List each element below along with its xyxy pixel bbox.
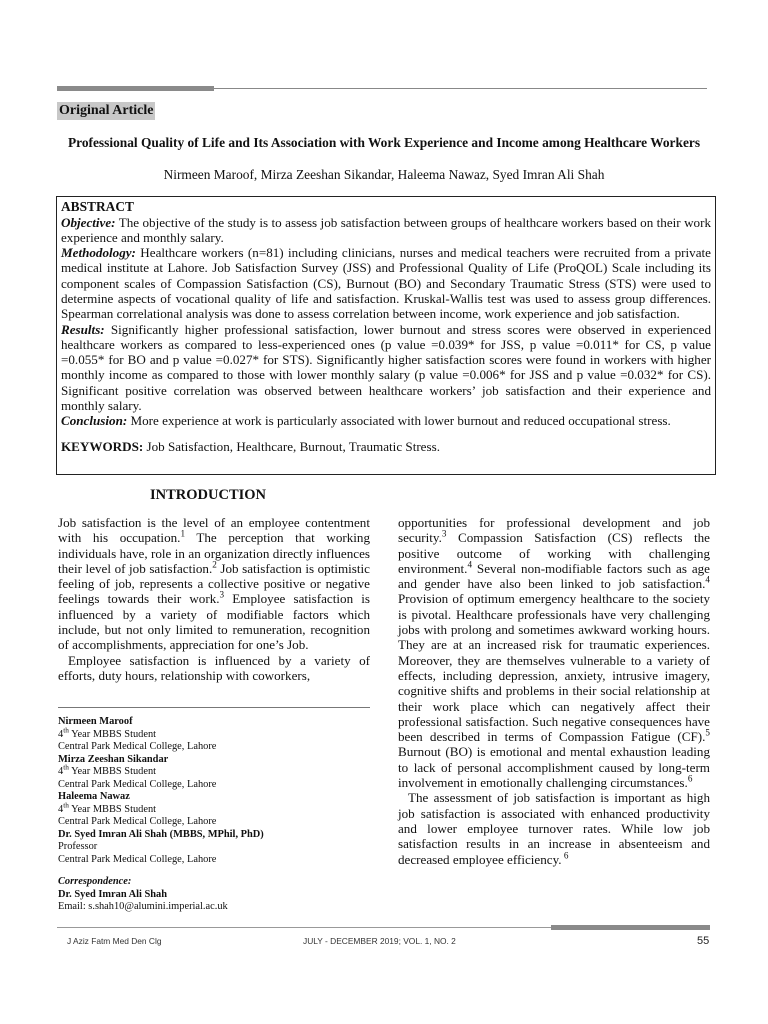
- intro-text: Job satisfaction is optimistic feeling of job, represents a collective positive or negative feelings towards their work.: [58, 560, 370, 607]
- citation: 2: [212, 559, 217, 570]
- abstract-results: [61, 322, 711, 414]
- affiliation-name: Mirza Zeeshan Sikandar: [58, 753, 169, 765]
- year-suffix: th: [63, 801, 69, 810]
- affiliation-3: [58, 791, 378, 829]
- abstract-methodology: [61, 245, 711, 321]
- citation: 6: [687, 773, 693, 784]
- objective-text: The objective of the study is to assess job satisfaction between groups of healthcare workers based on their work experience and monthly salary.: [61, 214, 711, 245]
- footer-issue: JULY - DECEMBER 2019; VOL. 1, NO. 2: [303, 936, 456, 946]
- affiliation-name: Nirmeen Maroof: [58, 716, 133, 727]
- footer-journal: J Aziz Fatm Med Den Clg: [67, 936, 162, 946]
- year-number: 4: [58, 766, 64, 777]
- intro-right-column: [398, 515, 710, 867]
- year-text: Year MBBS Student: [68, 728, 157, 740]
- conclusion-label: Conclusion:: [61, 413, 128, 429]
- affiliation-2: [58, 754, 378, 792]
- intro-text: Provision of optimum emergency healthcare to the society is pivotal. Healthcare professionals have very challenging jobs with prolong and sometimes awkward working hours. They are at an increased risk for traumatic experiences. Moreover, they are themselves vulnerable to a variety of effects, including depression, anxiety, intrusive imagery, cognitive shifts and problems in their social relationship at their work place which can negatively affect their professional satisfaction. Such negative consequences have been described in terms of Compassion Fatigue (CF).: [398, 591, 710, 745]
- citation: 3: [441, 528, 447, 539]
- intro-text: Employee satisfaction is influenced by a variety of modifiable factors which include, but not only limited to remuneration, recognition of accomplishments, appreciation for one’s Job.: [58, 591, 370, 653]
- year-suffix: th: [63, 763, 69, 772]
- citation: 1: [180, 528, 186, 539]
- abstract-box: [56, 196, 716, 475]
- conclusion-text: More experience at work is particularly associated with lower burnout and reduced occupational stress.: [127, 413, 671, 429]
- intro-text: Compassion Satisfaction (CS) reflects the positive outcome of working with challenging environment.: [398, 530, 710, 576]
- keywords-label: KEYWORDS:: [61, 438, 144, 454]
- affiliation-1: [58, 716, 378, 754]
- affiliation-college: Central Park Medical College, Lahore: [58, 816, 217, 827]
- intro-text: opportunities for professional development and job security.: [398, 515, 710, 546]
- intro-paragraph-4: [398, 790, 710, 866]
- citation: 5: [705, 727, 710, 738]
- affiliation-role: Professor: [58, 841, 98, 852]
- correspondence-label: Correspondence:: [58, 876, 132, 887]
- intro-paragraph-1: [58, 515, 370, 653]
- article-type-label: Original Article: [59, 103, 154, 118]
- intro-text: Burnout (BO) is emotional and mental exhaustion leading to lack of personal accomplishment caused by long-term involvement in emotionally challenging circumstances.: [398, 744, 710, 791]
- year-text: Year MBBS Student: [68, 766, 157, 777]
- article-title: Professional Quality of Life and Its Association with Work Experience and Income among Healthcare Workers: [67, 135, 701, 150]
- introduction-heading: INTRODUCTION: [150, 487, 267, 503]
- citation: 3: [219, 590, 225, 601]
- footnote-rule: [58, 707, 370, 708]
- intro-text: Several non-modifiable factors such as age and gender have also been linked to job satisfaction.: [398, 560, 710, 592]
- correspondence-name: Dr. Syed Imran Ali Shah: [58, 888, 168, 900]
- affiliation-4: [58, 829, 378, 867]
- intro-text: The perception that working individuals have, role in an organization directly influences their level of job satisfaction.: [58, 530, 371, 576]
- citation: 4: [705, 574, 710, 585]
- keywords-line: [61, 439, 711, 454]
- author-affiliations: [58, 716, 378, 914]
- affiliation-year: [58, 763, 378, 779]
- year-number: 4: [58, 728, 64, 740]
- intro-text: Job satisfaction is the level of an employee contentment with his occupation.: [58, 515, 370, 546]
- intro-paragraph-2: Employee satisfaction is influenced by a variety of efforts, duty hours, relationship with coworkers,: [58, 652, 370, 683]
- header-rule: [57, 86, 707, 92]
- header-rule-accent: [57, 86, 214, 91]
- affiliation-college: Central Park Medical College, Lahore: [58, 853, 217, 865]
- results-label: Results:: [61, 321, 105, 337]
- intro-paragraph-3: [398, 515, 710, 790]
- intro-left-column: [58, 515, 370, 683]
- correspondence-email: Email: s.shah10@alumini.imperial.ac.uk: [58, 901, 228, 912]
- affiliation-name: Dr. Syed Imran Ali Shah (MBBS, MPhil, PhD): [58, 828, 264, 840]
- affiliation-year: [58, 801, 378, 817]
- citation: 6: [561, 850, 569, 861]
- year-number: 4: [58, 803, 64, 815]
- page-number: 55: [697, 935, 710, 947]
- citation: 4: [467, 559, 473, 570]
- intro-text: The assessment of job satisfaction is important as high job satisfaction is associated with enhanced productivity and lower employee turnover rates. While low job satisfaction results in an increase in absenteeism and decreased employee efficiency.: [398, 790, 710, 867]
- affiliation-college: Central Park Medical College, Lahore: [58, 778, 217, 790]
- abstract-conclusion: [61, 413, 711, 428]
- year-suffix: th: [63, 726, 69, 735]
- affiliation-college: Central Park Medical College, Lahore: [58, 741, 217, 752]
- author-list: Nirmeen Maroof, Mirza Zeeshan Sikandar, Haleema Nawaz, Syed Imran Ali Shah: [163, 167, 605, 182]
- methodology-text: Healthcare workers (n=81) including clinicians, nurses and medical teachers were recruited from a private medical institute at Lahore. Job Satisfaction Survey (JSS) and Professional Quality of Life (ProQOL) Scale including its component scales of Compassion Satisfaction (CS), Burnout (BO) and Secondary Traumatic Stress (STS) were used to determine aspects of vocational quality of life and satisfaction. Kruskal-Wallis test was used to assess group differences. Spearman correlational analysis was done to assess correlation between income, work experience and job satisfaction.: [61, 245, 711, 322]
- affiliation-year: [58, 726, 378, 742]
- results-text: Significantly higher professional satisfaction, lower burnout and stress scores were observed in experienced healthcare workers as compared to less-experienced ones (p value =0.039* for JSS, p value =0.011* for CS, p value =0.055* for BO and p value =0.027* for STS). Significantly higher satisfaction scores were found in workers with higher monthly income as compared to those with lower monthly salary (p value =0.006* for JSS and p value =0.032* for CS). Significant positive correlation was observed between healthcare workers’ job satisfaction and their experience and monthly salary.: [61, 321, 711, 414]
- footer-rule-accent: [551, 925, 710, 930]
- abstract-objective: [61, 215, 711, 246]
- abstract-heading: ABSTRACT: [61, 199, 134, 214]
- affiliation-name: Haleema Nawaz: [58, 791, 130, 802]
- keywords-text: Job Satisfaction, Healthcare, Burnout, Traumatic Stress.: [143, 438, 440, 454]
- objective-label: Objective:: [61, 214, 116, 230]
- methodology-label: Methodology:: [61, 245, 136, 261]
- year-text: Year MBBS Student: [68, 803, 157, 815]
